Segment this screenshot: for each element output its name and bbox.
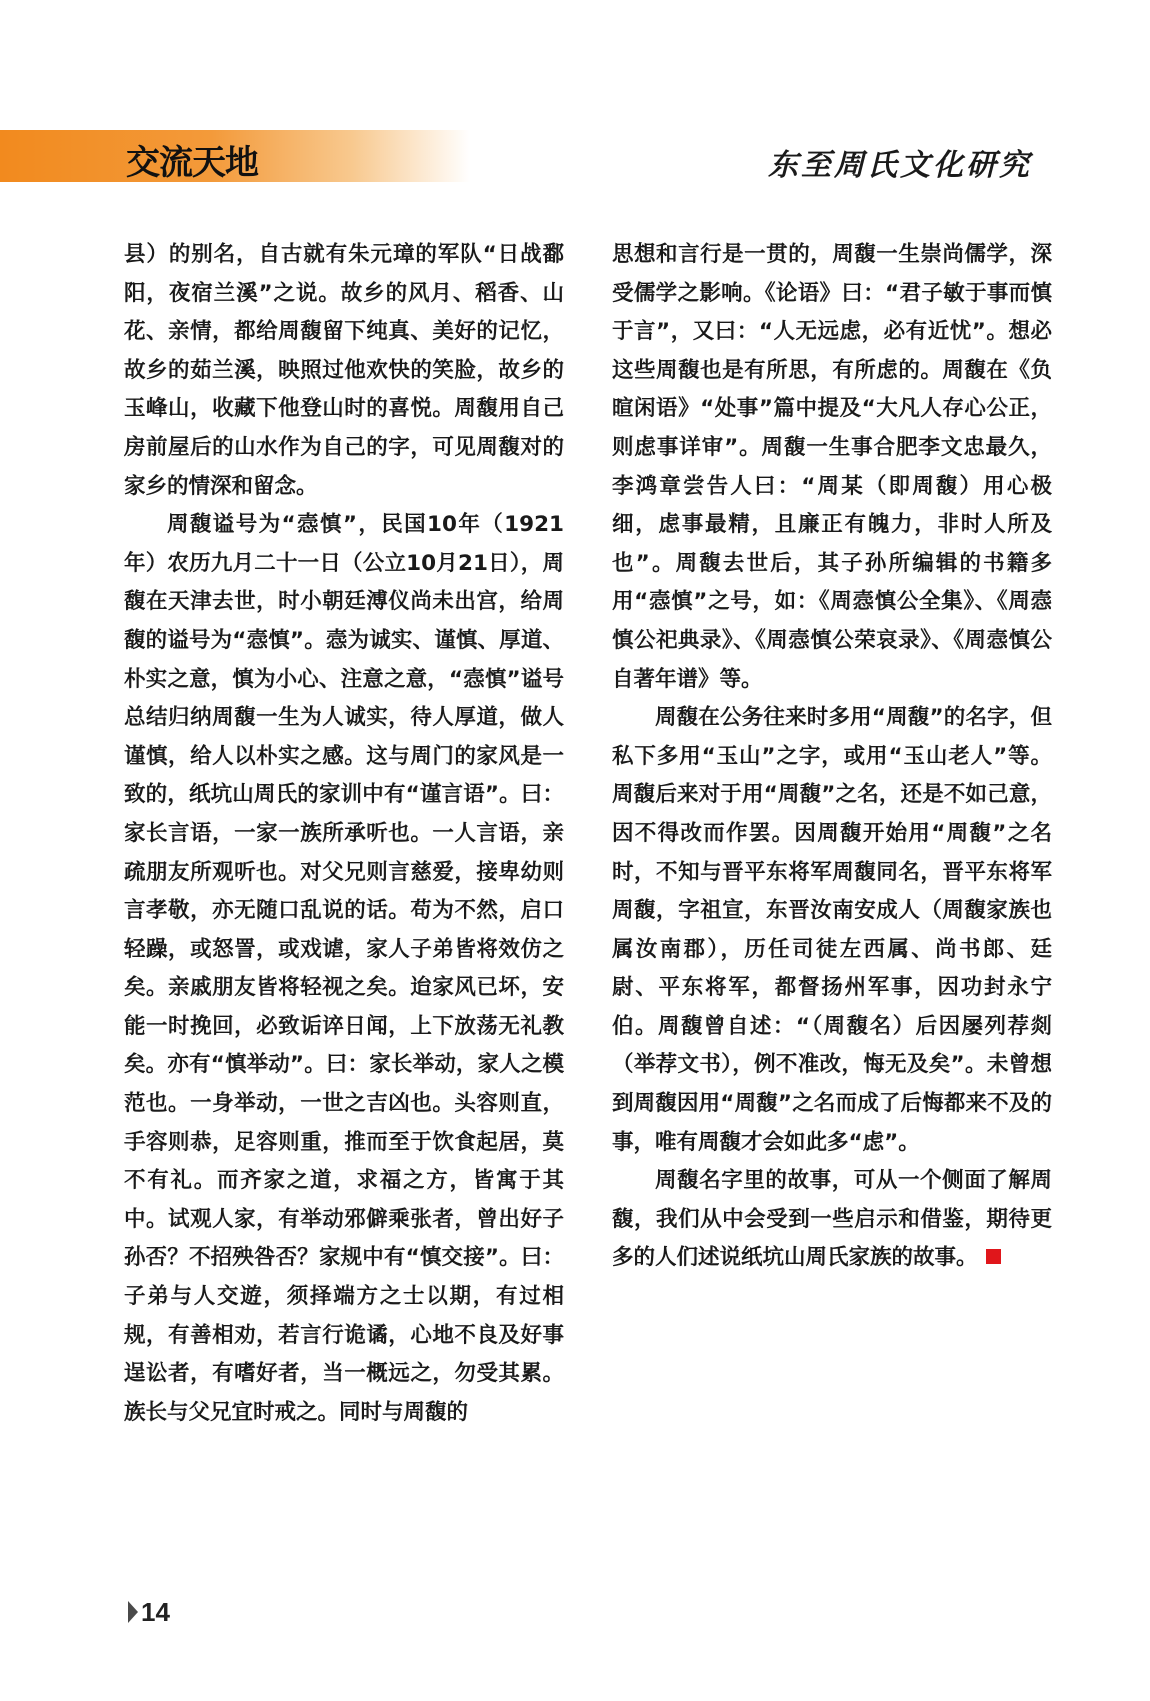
paragraph-text: 周馥名字里的故事，可从一个侧面了解周馥，我们从中会受到一些启示和借鉴，期待更多的人们述说纸坑山周氏家族的故事。	[612, 1168, 1052, 1271]
arrow-right-icon	[128, 1601, 138, 1623]
end-mark-icon	[986, 1249, 1001, 1264]
left-column	[124, 236, 564, 1432]
paragraph: 县）的别名，自古就有朱元璋的军队“日战鄱阳，夜宿兰溪”之说。故乡的风月、稻香、山花、亲情，都给周馥留下纯真、美好的记忆，故乡的茹兰溪，映照过他欢快的笑脸，故乡的玉峰山，收藏下他登山时的喜悦。周馥用自己房前屋后的山水作为自己的字，可见周馥对的家乡的情深和留念。	[124, 242, 564, 499]
right-column	[612, 236, 1052, 1278]
paragraph: 周馥在公务往来时多用“周馥”的名字，但私下多用“玉山”之字，或用“玉山老人”等。周馥后来对于用“周馥”之名，还是不如己意，因不得改而作罢。因周馥开始用“周馥”之名时，不知与晋平东将军周馥同名，晋平东将军周馥，字祖宣，东晋汝南安成人（周馥家族也属汝南郡），历任司徒左西属、尚书郎、廷尉、平东将军，都督扬州军事，因功封永宁伯。周馥曾自述：“（周馥名）后因屡列荐剡（举荐文书），例不准改，悔无及矣”。未曾想到周馥因用“周馥”之名而成了后悔都来不及的事，唯有周馥才会如此多“虑”。	[612, 705, 1052, 1155]
section-title: 交流天地	[126, 143, 258, 183]
page-number: 14	[141, 1596, 170, 1627]
final-paragraph	[612, 1162, 1052, 1278]
journal-title: 东至周氏文化研究	[768, 148, 1032, 183]
paragraph: 思想和言行是一贯的，周馥一生崇尚儒学，深受儒学之影响。《论语》曰：“君子敏于事而慎于言”，又曰：“人无远虑，必有近忧”。想必这些周馥也是有所思，有所虑的。周馥在《负暄闲语》“处事”篇中提及“大凡人存心公正，则虑事详审”。周馥一生事合肥李文忠最久，李鸿章尝告人曰：“周某（即周馥）用心极细，虑事最精，且廉正有魄力，非时人所及也”。周馥去世后，其子孙所编辑的书籍多用“悫慎”之号，如：《周悫慎公全集》、《周悫慎公祀典录》、《周悫慎公荣哀录》、《周悫慎公自著年谱》等。	[612, 242, 1052, 692]
folio	[128, 1597, 170, 1627]
paragraph: 周馥谥号为“悫慎”，民国10年（1921年）农历九月二十一日（公立10月21日），周馥在天津去世，时小朝廷溥仪尚未出宫，给周馥的谥号为“悫慎”。悫为诚实、谨慎、厚道、朴实之意，慎为小心、注意之意，“悫慎”谥号总结归纳周馥一生为人诚实，待人厚道，做人谨慎，给人以朴实之感。这与周门的家风是一致的，纸坑山周氏的家训中有“谨言语”。曰：家长言语，一家一族所承听也。一人言语，亲疏朋友所观听也。对父兄则言慈爱，接卑幼则言孝敬，亦无随口乱说的话。苟为不然，启口轻躁，或怒詈，或戏谑，家人子弟皆将效仿之矣。亲戚朋友皆将轻视之矣。迨家风已坏，安能一时挽回，必致诟谇日闻，上下放荡无礼教矣。亦有“慎举动”。曰：家长举动，家人之模范也。一身举动，一世之吉凶也。头容则直，手容则恭，足容则重，推而至于饮食起居，莫不有礼。而齐家之道，求福之方，皆寓于其中。试观人家，有举动邪僻乘张者，曾出好子孙否？不招殃咎否？家规中有“慎交接”。曰：子弟与人交遊，须择端方之士以期，有过相规，有善相劝，若言行诡谲，心地不良及好事逞讼者，有嗜好者，当一概远之，勿受其累。族长与父兄宜时戒之。同时与周馥的	[124, 512, 564, 1425]
